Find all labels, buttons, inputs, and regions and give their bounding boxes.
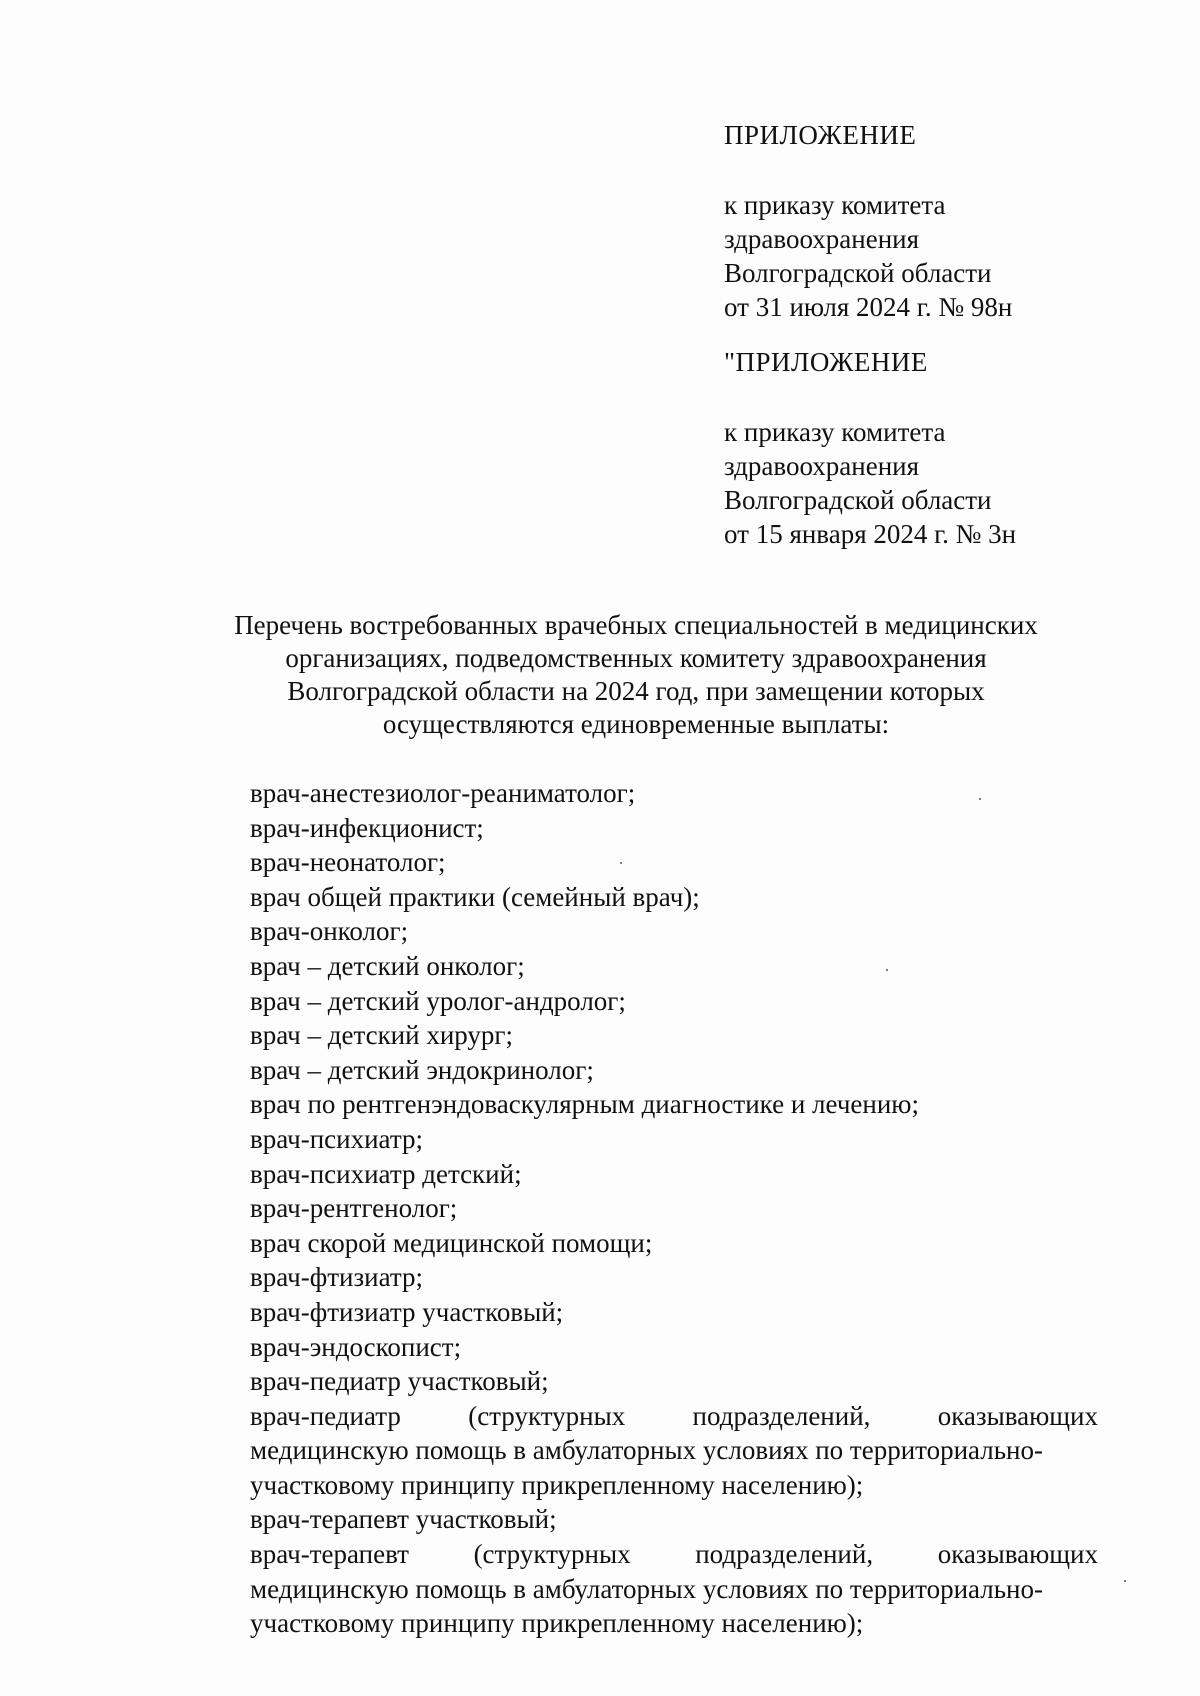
list-item: [250, 1330, 1098, 1365]
list-item: [250, 811, 1098, 846]
specialty-text: врач-рентгенолог;: [250, 1193, 458, 1224]
heading-line: организациях, подведомственных комитету здравоохранения: [285, 643, 987, 673]
heading-line: Перечень востребованных врачебных специальностей в медицинских: [234, 610, 1038, 640]
list-item: [250, 776, 1098, 811]
appendix-header-original: [724, 345, 1164, 551]
appendix-line: здравоохранения: [724, 451, 920, 481]
list-item: [250, 1364, 1098, 1399]
list-item: [250, 1226, 1098, 1261]
scan-speck: [620, 862, 622, 864]
list-item: [250, 1157, 1098, 1192]
specialty-text: врач-фтизиатр;: [250, 1262, 423, 1293]
list-item: [250, 1502, 1098, 1537]
list-item: [250, 1399, 1098, 1503]
appendix-order-reference: [724, 188, 1164, 324]
specialty-text: участковому принципу прикрепленному населению);: [250, 1608, 864, 1639]
appendix-line: Волгоградской области: [724, 485, 992, 515]
list-item: [250, 845, 1098, 880]
specialty-list: [250, 776, 1098, 1641]
appendix-title: "ПРИЛОЖЕНИЕ: [724, 347, 928, 377]
scan-speck: [886, 969, 888, 971]
list-item: [250, 1122, 1098, 1157]
heading-line: Волгоградской области на 2024 год, при замещении которых: [287, 676, 985, 706]
specialty-text: врач-психиатр;: [250, 1123, 423, 1154]
list-item: [250, 1191, 1098, 1226]
appendix-date-number: от 15 января 2024 г. № 3н: [724, 519, 1017, 549]
heading-line: осуществляются единовременные выплаты:: [382, 709, 890, 739]
specialty-text: медицинскую помощь в амбулаторных условиях по территориально-: [250, 1435, 1043, 1466]
specialty-text: врач общей практики (семейный врач);: [250, 881, 700, 912]
scan-speck: [1124, 1580, 1126, 1582]
specialty-text: врач-педиатр участковый;: [250, 1366, 549, 1397]
appendix-header-current: [724, 118, 1164, 324]
specialty-text: врач-фтизиатр участковый;: [250, 1296, 564, 1327]
specialty-text: врач-эндоскопист;: [250, 1331, 462, 1362]
list-item: [250, 984, 1098, 1019]
list-item: [250, 1053, 1098, 1088]
specialty-text: врач скорой медицинской помощи;: [250, 1227, 653, 1258]
appendix-line: здравоохранения: [724, 224, 920, 254]
list-item: [250, 1087, 1098, 1122]
specialty-text: медицинскую помощь в амбулаторных условиях по территориально-: [250, 1573, 1043, 1604]
specialty-text: врач – детский хирург;: [250, 1020, 513, 1051]
document-heading: [190, 609, 1082, 741]
appendix-order-reference: [724, 415, 1164, 551]
specialty-text: врач-неонатолог;: [250, 847, 446, 878]
scan-speck: [979, 798, 981, 800]
specialty-text: врач-психиатр детский;: [250, 1158, 522, 1189]
specialty-text: врач – детский онколог;: [250, 950, 525, 981]
list-item: [250, 1295, 1098, 1330]
specialty-text: врач по рентгенэндоваскулярным диагностике и лечению;: [250, 1089, 919, 1120]
specialty-text: участковому принципу прикрепленному населению);: [250, 1469, 864, 1500]
list-item: [250, 914, 1098, 949]
appendix-line: к приказу комитета: [724, 417, 946, 447]
specialty-text: врач-терапевт участковый;: [250, 1504, 557, 1535]
list-item: [250, 1537, 1098, 1641]
list-item: [250, 1260, 1098, 1295]
list-item: [250, 1018, 1098, 1053]
specialty-text: врач-педиатр (структурных подразделений, оказывающих: [250, 1400, 1098, 1431]
appendix-line: Волгоградской области: [724, 258, 992, 288]
specialty-text: врач-анестезиолог-реаниматолог;: [250, 778, 636, 808]
list-item: [250, 880, 1098, 915]
specialty-text: врач-онколог;: [250, 916, 409, 947]
specialty-text: врач-инфекционист;: [250, 812, 484, 843]
appendix-date-number: от 31 июля 2024 г. № 98н: [724, 292, 1013, 322]
appendix-line: к приказу комитета: [724, 190, 946, 220]
specialty-text: врач – детский уролог-андролог;: [250, 985, 626, 1016]
list-item: [250, 949, 1098, 984]
specialty-text: врач – детский эндокринолог;: [250, 1054, 594, 1085]
specialty-text: врач-терапевт (структурных подразделений, оказывающих: [250, 1539, 1098, 1570]
appendix-title: ПРИЛОЖЕНИЕ: [724, 120, 917, 150]
